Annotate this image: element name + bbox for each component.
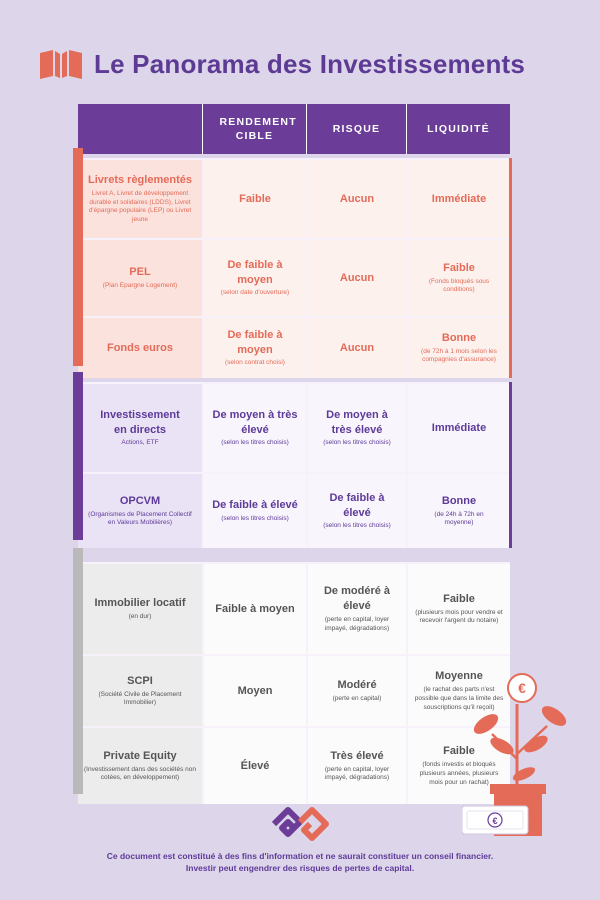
rendement-value: Faible — [239, 192, 271, 205]
investment-name-cell — [78, 562, 202, 654]
header-rendement — [202, 104, 306, 154]
rendement-value: Élevé — [240, 759, 270, 772]
investment-name-cell — [78, 654, 202, 726]
rendement-note: (selon contrat choisi) — [225, 359, 285, 367]
risque-cell — [306, 382, 406, 472]
rendement-value: De faible à moyen — [227, 258, 283, 286]
liquidite-cell — [406, 562, 510, 654]
rendement-cell — [202, 654, 306, 726]
table-header — [78, 104, 510, 154]
coin-euro-symbol: € — [518, 680, 526, 696]
rendement-cell — [202, 726, 306, 804]
disclaimer-line-2: Investir peut engendrer des risques de pertes de capital. — [185, 863, 415, 874]
liquidite-value: Bonne — [441, 494, 477, 507]
risque-note: (selon les titres choisis) — [323, 522, 391, 530]
table-row — [78, 238, 510, 316]
investment-description: Livret A, Livret de développement durable et solidaires (LDDS), Livret d'épargne populaire (LEP) ou Livret jeune — [88, 189, 192, 224]
header-liquidite-label: LIQUIDITÉ — [427, 122, 490, 135]
rendement-value: De faible à moyen — [227, 328, 283, 356]
rendement-cell — [202, 562, 306, 654]
table-row — [78, 316, 510, 378]
liquidite-value: Bonne — [441, 331, 477, 344]
group-color-bar — [73, 372, 83, 540]
liquidite-note: (fonds investis et bloqués plusieurs années, plusieurs mois pour un rachat) — [419, 761, 499, 786]
table-row — [78, 472, 510, 548]
risque-cell — [306, 472, 406, 548]
risque-value: Modéré — [337, 679, 377, 692]
liquidite-note: (de 24h à 72h en moyenne) — [434, 510, 484, 527]
risque-value: Aucun — [339, 271, 375, 284]
investment-name: OPCVM — [119, 494, 161, 507]
risque-cell — [306, 562, 406, 654]
investment-name-cell — [78, 382, 202, 472]
rendement-value: De faible à élevé — [212, 499, 298, 512]
investment-name: Private Equity — [103, 749, 177, 762]
investment-name: Immobilier locatif — [94, 597, 186, 610]
header-rendement-label: RENDEMENT CIBLE — [219, 115, 297, 142]
investment-description: Actions, ETF — [121, 439, 159, 447]
page-header — [38, 44, 525, 84]
risque-cell — [306, 654, 406, 726]
money-plant-illustration — [462, 664, 582, 836]
rendement-cell — [202, 158, 306, 238]
table-row — [78, 562, 510, 654]
disclaimer-line-1: Ce document est constitué à des fins d'information et ne saurait constituer un conseil financier. — [106, 851, 494, 861]
investment-name: PEL — [129, 266, 151, 279]
group-marches-financiers — [78, 382, 510, 548]
table-row — [78, 382, 510, 472]
liquidite-value: Faible — [443, 745, 475, 758]
liquidite-value: Immédiate — [431, 192, 487, 205]
risque-value: Aucun — [339, 192, 375, 205]
rendement-note: (selon date d'ouverture) — [220, 289, 290, 297]
liquidite-cell — [406, 472, 510, 548]
risque-value: De modéré à élevé — [323, 585, 391, 613]
header-empty-cell — [78, 104, 202, 154]
risque-value: De moyen à très élevé — [326, 408, 388, 436]
risque-note: (perte en capital, loyer impayé, dégradations) — [324, 616, 390, 632]
liquidite-note: (Fonds bloqués sous conditions) — [428, 277, 490, 294]
investment-name: SCPI — [127, 674, 153, 687]
open-book-icon — [38, 49, 84, 79]
investment-name-cell — [78, 472, 202, 548]
group-epargne-reglementee — [78, 158, 510, 378]
brand-logo-icon — [270, 806, 330, 842]
investment-name-cell — [78, 316, 202, 378]
rendement-value: Faible à moyen — [215, 602, 295, 615]
investment-description: (Investissement dans des sociétés non cotées, en développement) — [84, 765, 197, 782]
rendement-cell — [202, 472, 306, 548]
liquidite-note: (le rachat des parts n'est possible que dans la limite des souscriptions qu'il reçoit) — [414, 686, 504, 711]
risque-cell — [306, 316, 406, 378]
rendement-cell — [202, 238, 306, 316]
rendement-cell — [202, 316, 306, 378]
disclaimer — [0, 850, 600, 875]
risque-value: Aucun — [339, 341, 375, 354]
liquidite-note: (plusieurs mois pour vendre et recevoir l'argent du notaire) — [415, 608, 503, 625]
bill-euro-symbol: € — [492, 816, 498, 826]
group-edge-bar — [509, 158, 512, 378]
investment-name: Fonds euros — [106, 341, 173, 354]
liquidite-value: Faible — [443, 261, 475, 274]
header-liquidite — [406, 104, 510, 154]
rendement-note: (selon les titres choisis) — [221, 515, 289, 523]
risque-note: (perte en capital, loyer impayé, dégradations) — [324, 765, 390, 782]
table-row — [78, 726, 510, 804]
investment-name-cell — [78, 726, 202, 804]
investment-name-cell — [78, 158, 202, 238]
investment-name: Investissement en directs — [100, 408, 180, 436]
investment-description: (en dur) — [128, 613, 152, 621]
group-color-bar — [73, 148, 83, 366]
investment-name-cell — [78, 238, 202, 316]
liquidite-note: (de 72h à 1 mois selon les compagnies d'assurance) — [421, 347, 497, 364]
risque-note: (selon les titres choisis) — [323, 439, 391, 447]
risque-cell — [306, 238, 406, 316]
investment-description: (Organismes de Placement Collectif en Valeurs Mobilières) — [88, 510, 192, 527]
liquidite-cell — [406, 158, 510, 238]
rendement-value: Moyen — [237, 684, 273, 697]
rendement-cell — [202, 382, 306, 472]
liquidite-value: Faible — [443, 592, 475, 605]
risque-cell — [306, 158, 406, 238]
risque-value: Très élevé — [330, 749, 384, 762]
group-actifs-non-cotes — [78, 562, 510, 804]
group-edge-bar — [509, 382, 512, 548]
liquidite-cell — [406, 238, 510, 316]
risque-note: (perte en capital) — [332, 695, 382, 703]
liquidite-cell — [406, 382, 510, 472]
risque-value: De faible à élevé — [329, 491, 385, 519]
rendement-note: (selon les titres choisis) — [221, 439, 289, 447]
liquidite-value: Moyenne — [435, 670, 483, 683]
liquidite-value: Immédiate — [431, 421, 487, 434]
risque-cell — [306, 726, 406, 804]
investment-name: Livrets règlementés — [88, 174, 192, 187]
liquidite-cell — [406, 316, 510, 378]
page-title: Le Panorama des Investissements — [94, 48, 526, 79]
investment-description: (Société Civile de Placement Immobilier) — [98, 690, 182, 707]
table-row — [78, 654, 510, 726]
rendement-value: De moyen à très élevé — [212, 408, 298, 436]
investment-table — [78, 104, 510, 804]
group-color-bar — [73, 548, 83, 794]
table-row — [78, 158, 510, 238]
investment-description: (Plan Epargne Logement) — [102, 282, 178, 290]
header-risque — [306, 104, 406, 154]
header-risque-label: RISQUE — [332, 122, 381, 135]
